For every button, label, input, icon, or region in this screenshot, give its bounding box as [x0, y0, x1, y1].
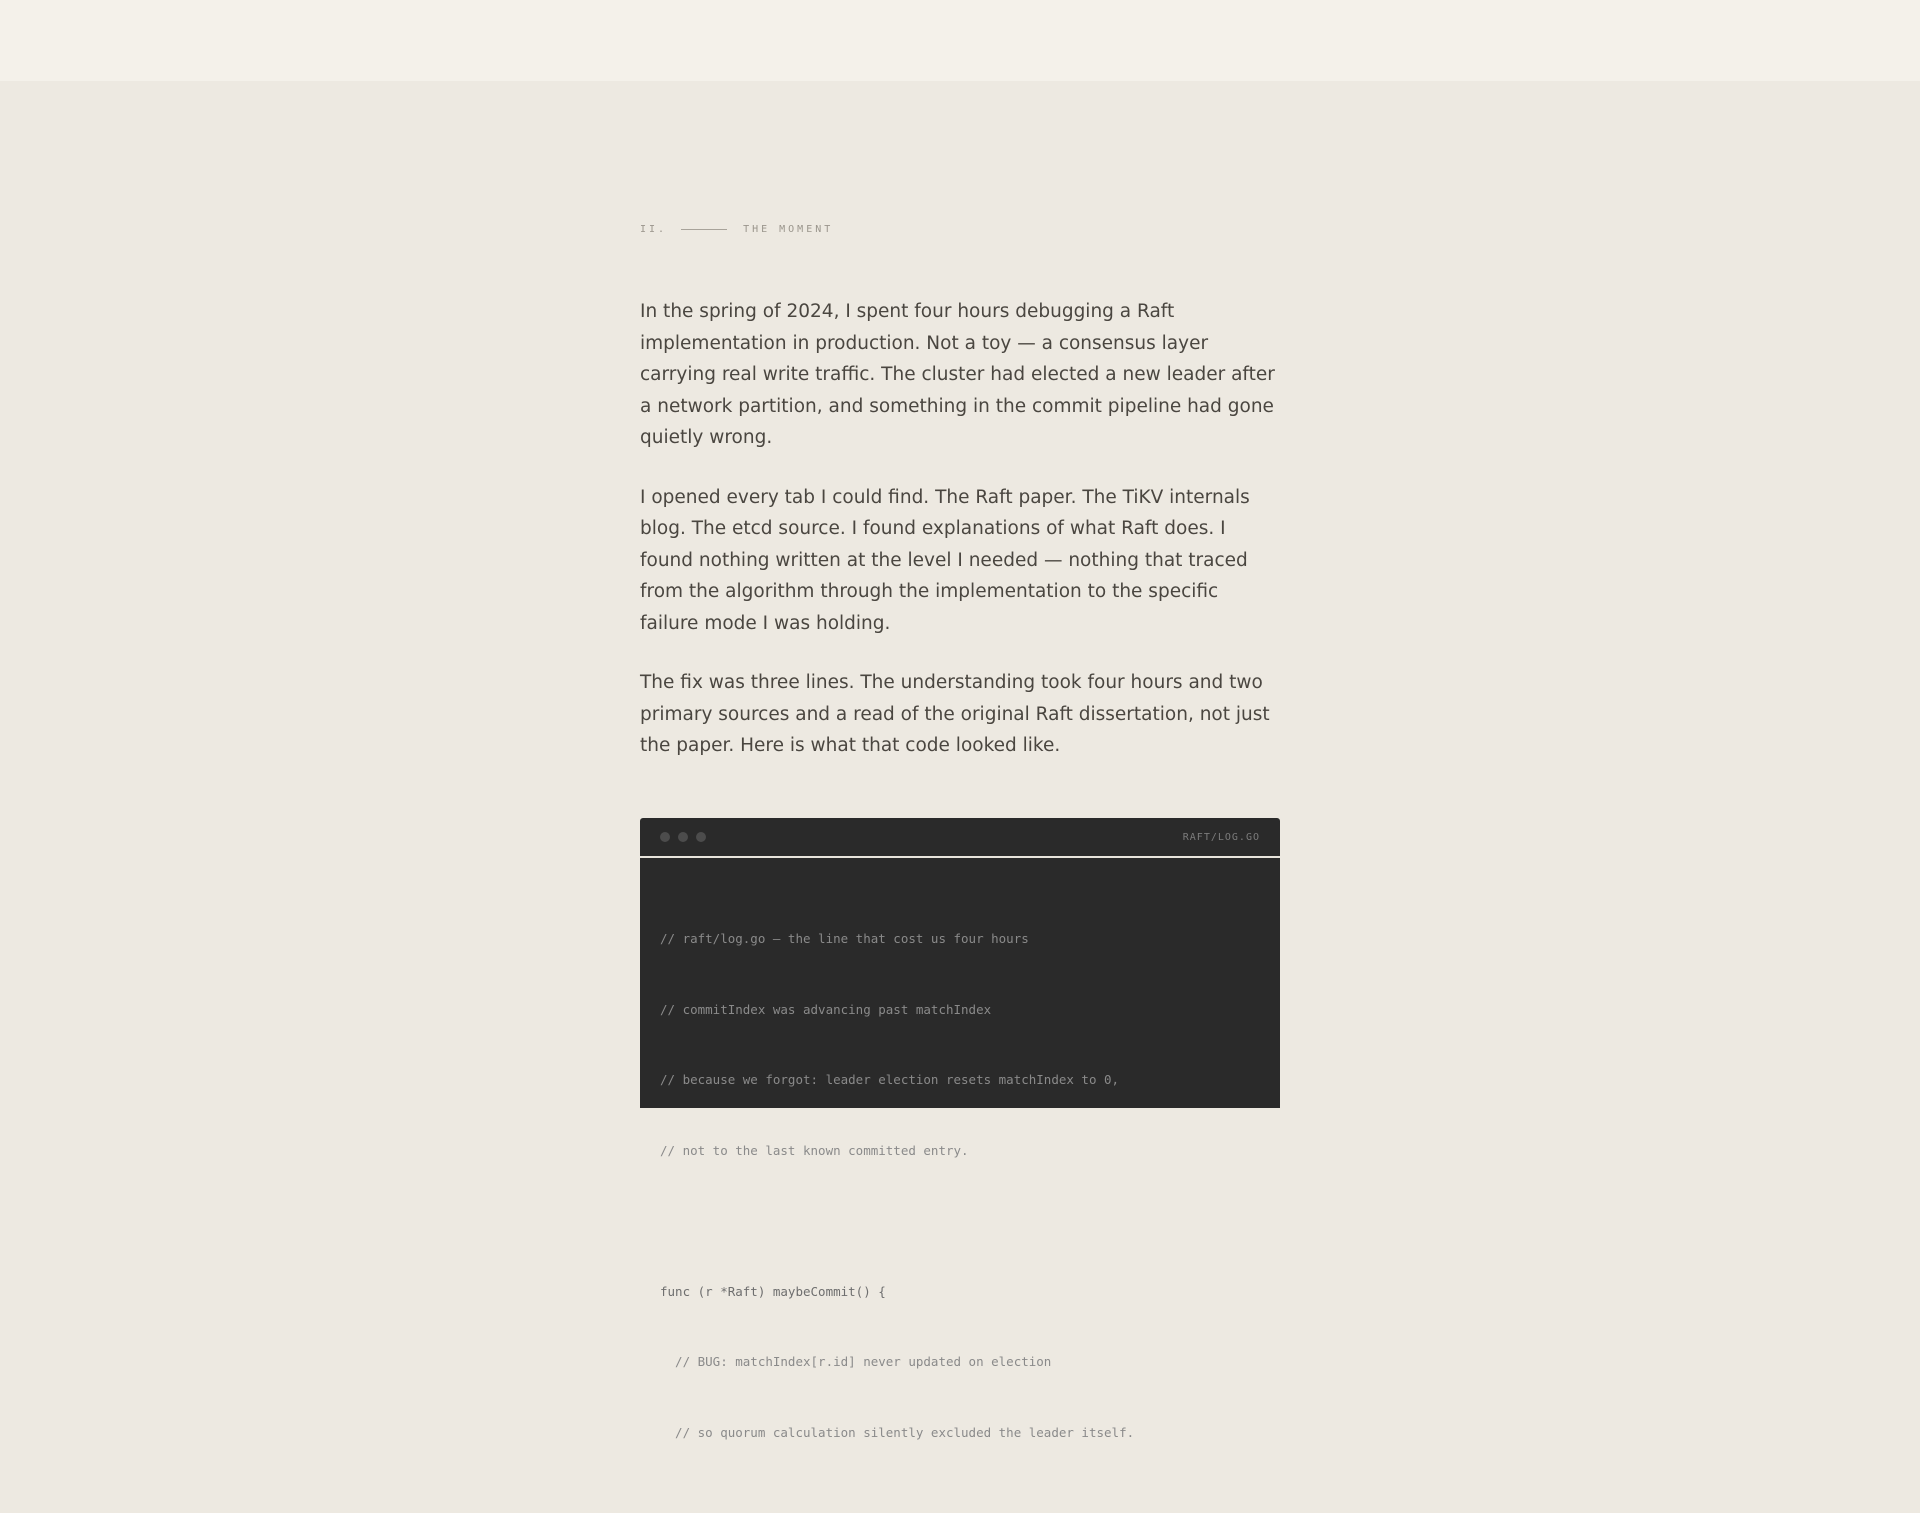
- paragraph: The fix was three lines. The understanding took four hours and two primary sources and a read of the original Raft dissertation, not just the paper. Here is what that code looked like.: [640, 672, 1270, 756]
- section-numeral: II.: [640, 224, 668, 235]
- code-line: // because we forgot: leader election resets matchIndex to 0,: [660, 1072, 1120, 1087]
- code-block: [640, 818, 1280, 1440]
- window-dot-icon: [696, 832, 706, 842]
- code-filename: RAFT/LOG.GO: [1182, 832, 1260, 843]
- code-line: // commitIndex was advancing past matchIndex: [660, 1001, 992, 1017]
- paragraph: I opened every tab I could find. The Raft paper. The TiKV internals blog. The etcd source. I found explanations of what Raft does. I found nothing written at the level I needed — nothing that traced from the algorithm through the implementation to the specific failure mode I was holding.: [640, 486, 1250, 634]
- window-dot-icon: [660, 832, 670, 842]
- section-title: THE MOMENT: [743, 224, 834, 235]
- code-line: // BUG: matchIndex[r.id] never updated on election: [660, 1354, 1052, 1369]
- section-divider: [681, 229, 727, 230]
- code-block-header: [640, 818, 1280, 858]
- article-body: [640, 296, 1280, 790]
- code-line: [660, 1209, 1260, 1233]
- code-line: func (r *Raft) maybeCommit() {: [660, 1283, 886, 1299]
- code-body[interactable]: [640, 858, 1280, 1513]
- code-line: // not to the last known committed entry.: [660, 1142, 969, 1158]
- code-line: // so quorum calculation silently excluded the leader itself.: [660, 1424, 1135, 1440]
- code-line: // raft/log.go — the line that cost us four hours: [660, 931, 1029, 946]
- window-dot-icon: [678, 832, 688, 842]
- top-bar: [0, 0, 1920, 81]
- section-label: [640, 224, 833, 235]
- paragraph: In the spring of 2024, I spent four hours debugging a Raft implementation in production. Not a toy — a consensus layer carrying real write traffic. The cluster had elected a new leader after a network partition, and something in the commit pipeline had gone quietly wrong.: [640, 301, 1275, 448]
